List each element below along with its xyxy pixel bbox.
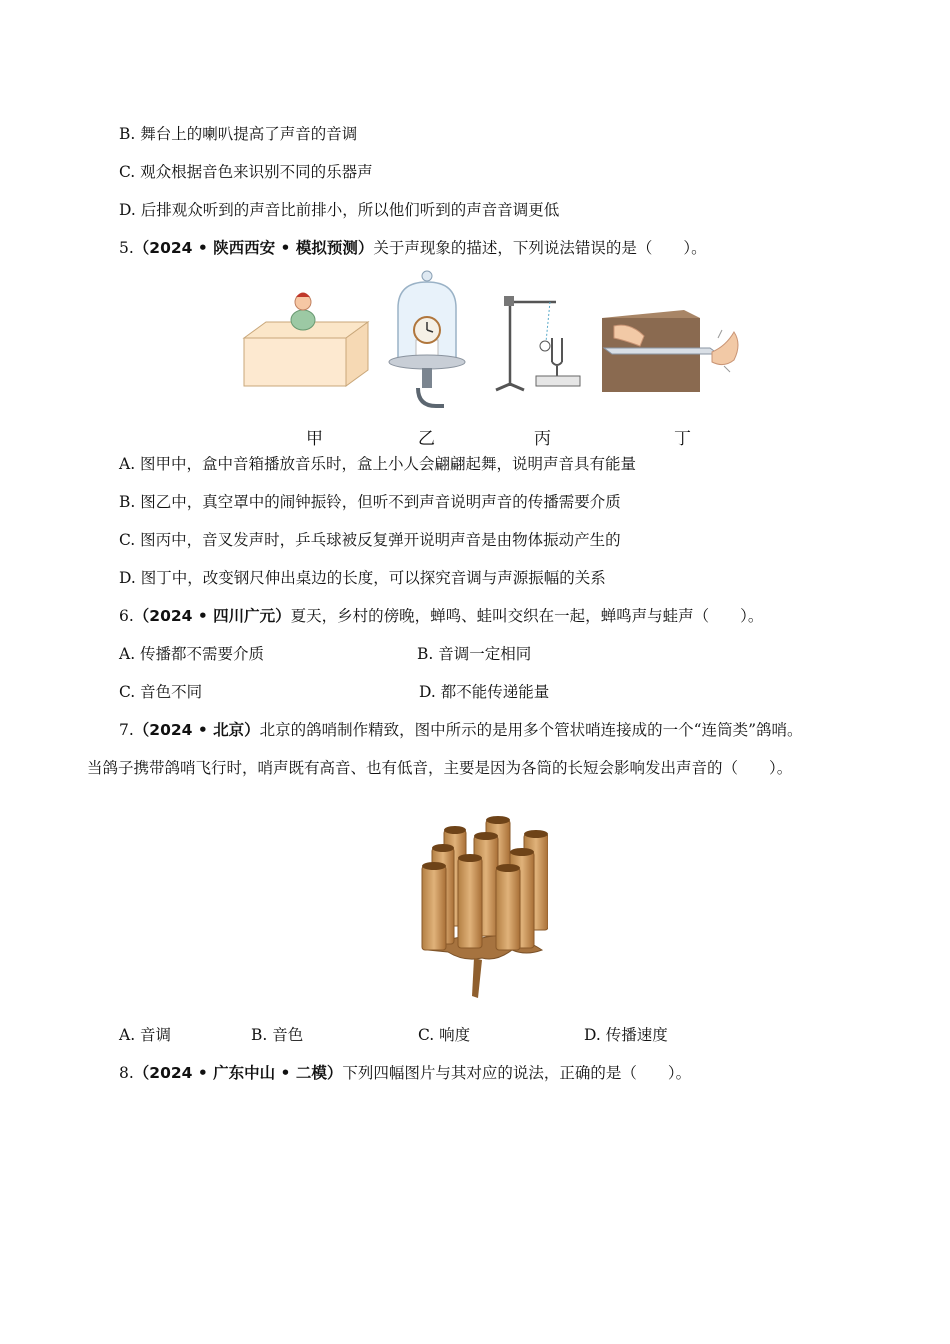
q5-figure-ding (600, 308, 748, 392)
q5-fig-label-ding: 丁 (674, 429, 691, 449)
q5-number: 5. (119, 239, 134, 257)
q5-option-d: D. 图丁中，改变钢尺伸出桌边的长度，可以探究音调与声源振幅的关系 (119, 569, 606, 587)
q7-stem-2: 当鸽子携带鸽哨飞行时，哨声既有高音、也有低音，主要是因为各筒的长短会影响发出声音的（ ）。 (87, 759, 793, 777)
q4-option-b: B. 舞台上的喇叭提高了声音的音调 (119, 125, 358, 143)
q5-figure-jia (240, 282, 370, 390)
q7-figure-pigeon-whistle (416, 812, 548, 1000)
q5-figure-yi (386, 268, 468, 412)
q5-option-b: B. 图乙中，真空罩中的闹钟振铃，但听不到声音说明声音的传播需要介质 (119, 493, 621, 511)
q5-option-c: C. 图丙中，音叉发声时，乒乓球被反复弹开说明声音是由物体振动产生的 (119, 531, 621, 549)
q6-option-a: A. 传播都不需要介质 (119, 645, 265, 663)
q6-option-d: D. 都不能传递能量 (419, 683, 550, 701)
q5-fig-label-bing: 丙 (534, 429, 551, 449)
q4-option-c: C. 观众根据音色来识别不同的乐器声 (119, 163, 373, 181)
q8-number: 8. (119, 1064, 134, 1082)
q6-option-c: C. 音色不同 (119, 683, 203, 701)
q7-number: 7. (119, 721, 134, 739)
q6-source: （2024 • 四川广元） (133, 607, 291, 625)
q6-option-b: B. 音调一定相同 (417, 645, 532, 663)
q6-number: 6. (119, 607, 134, 625)
q7-source: （2024 • 北京） (133, 721, 260, 739)
q7-option-b: B. 音色 (251, 1026, 304, 1044)
q5-option-a: A. 图甲中，盒中音箱播放音乐时，盒上小人会翩翩起舞，说明声音具有能量 (119, 455, 637, 473)
q8-stem: 下列四幅图片与其对应的说法，正确的是（ ）。 (342, 1064, 692, 1082)
q5-source: （2024 • 陕西西安 • 模拟预测） (133, 239, 374, 257)
q5-fig-label-yi: 乙 (418, 429, 435, 449)
q5-fig-label-jia: 甲 (306, 429, 323, 449)
q5-stem-line (119, 237, 707, 259)
q4-option-d: D. 后排观众听到的声音比前排小，所以他们听到的声音音调更低 (119, 201, 560, 219)
q7-option-d: D. 传播速度 (584, 1026, 668, 1044)
q5-figure-bing (490, 290, 586, 400)
q7-option-a: A. 音调 (119, 1026, 172, 1044)
q8-source: （2024 • 广东中山 • 二模） (133, 1064, 343, 1082)
q7-stem-1: 北京的鸽哨制作精致，图中所示的是用多个管状哨连接成的一个“连筒类”鸽哨。 (259, 721, 803, 739)
q6-stem-line (119, 605, 763, 627)
q7-stem-line (119, 719, 803, 741)
q8-stem-line (119, 1062, 691, 1084)
q7-option-c: C. 响度 (418, 1026, 471, 1044)
q5-stem: 关于声现象的描述，下列说法错误的是（ ）。 (373, 239, 707, 257)
q6-stem: 夏天，乡村的傍晚，蝉鸣、蛙叫交织在一起，蝉鸣声与蛙声（ ）。 (290, 607, 764, 625)
